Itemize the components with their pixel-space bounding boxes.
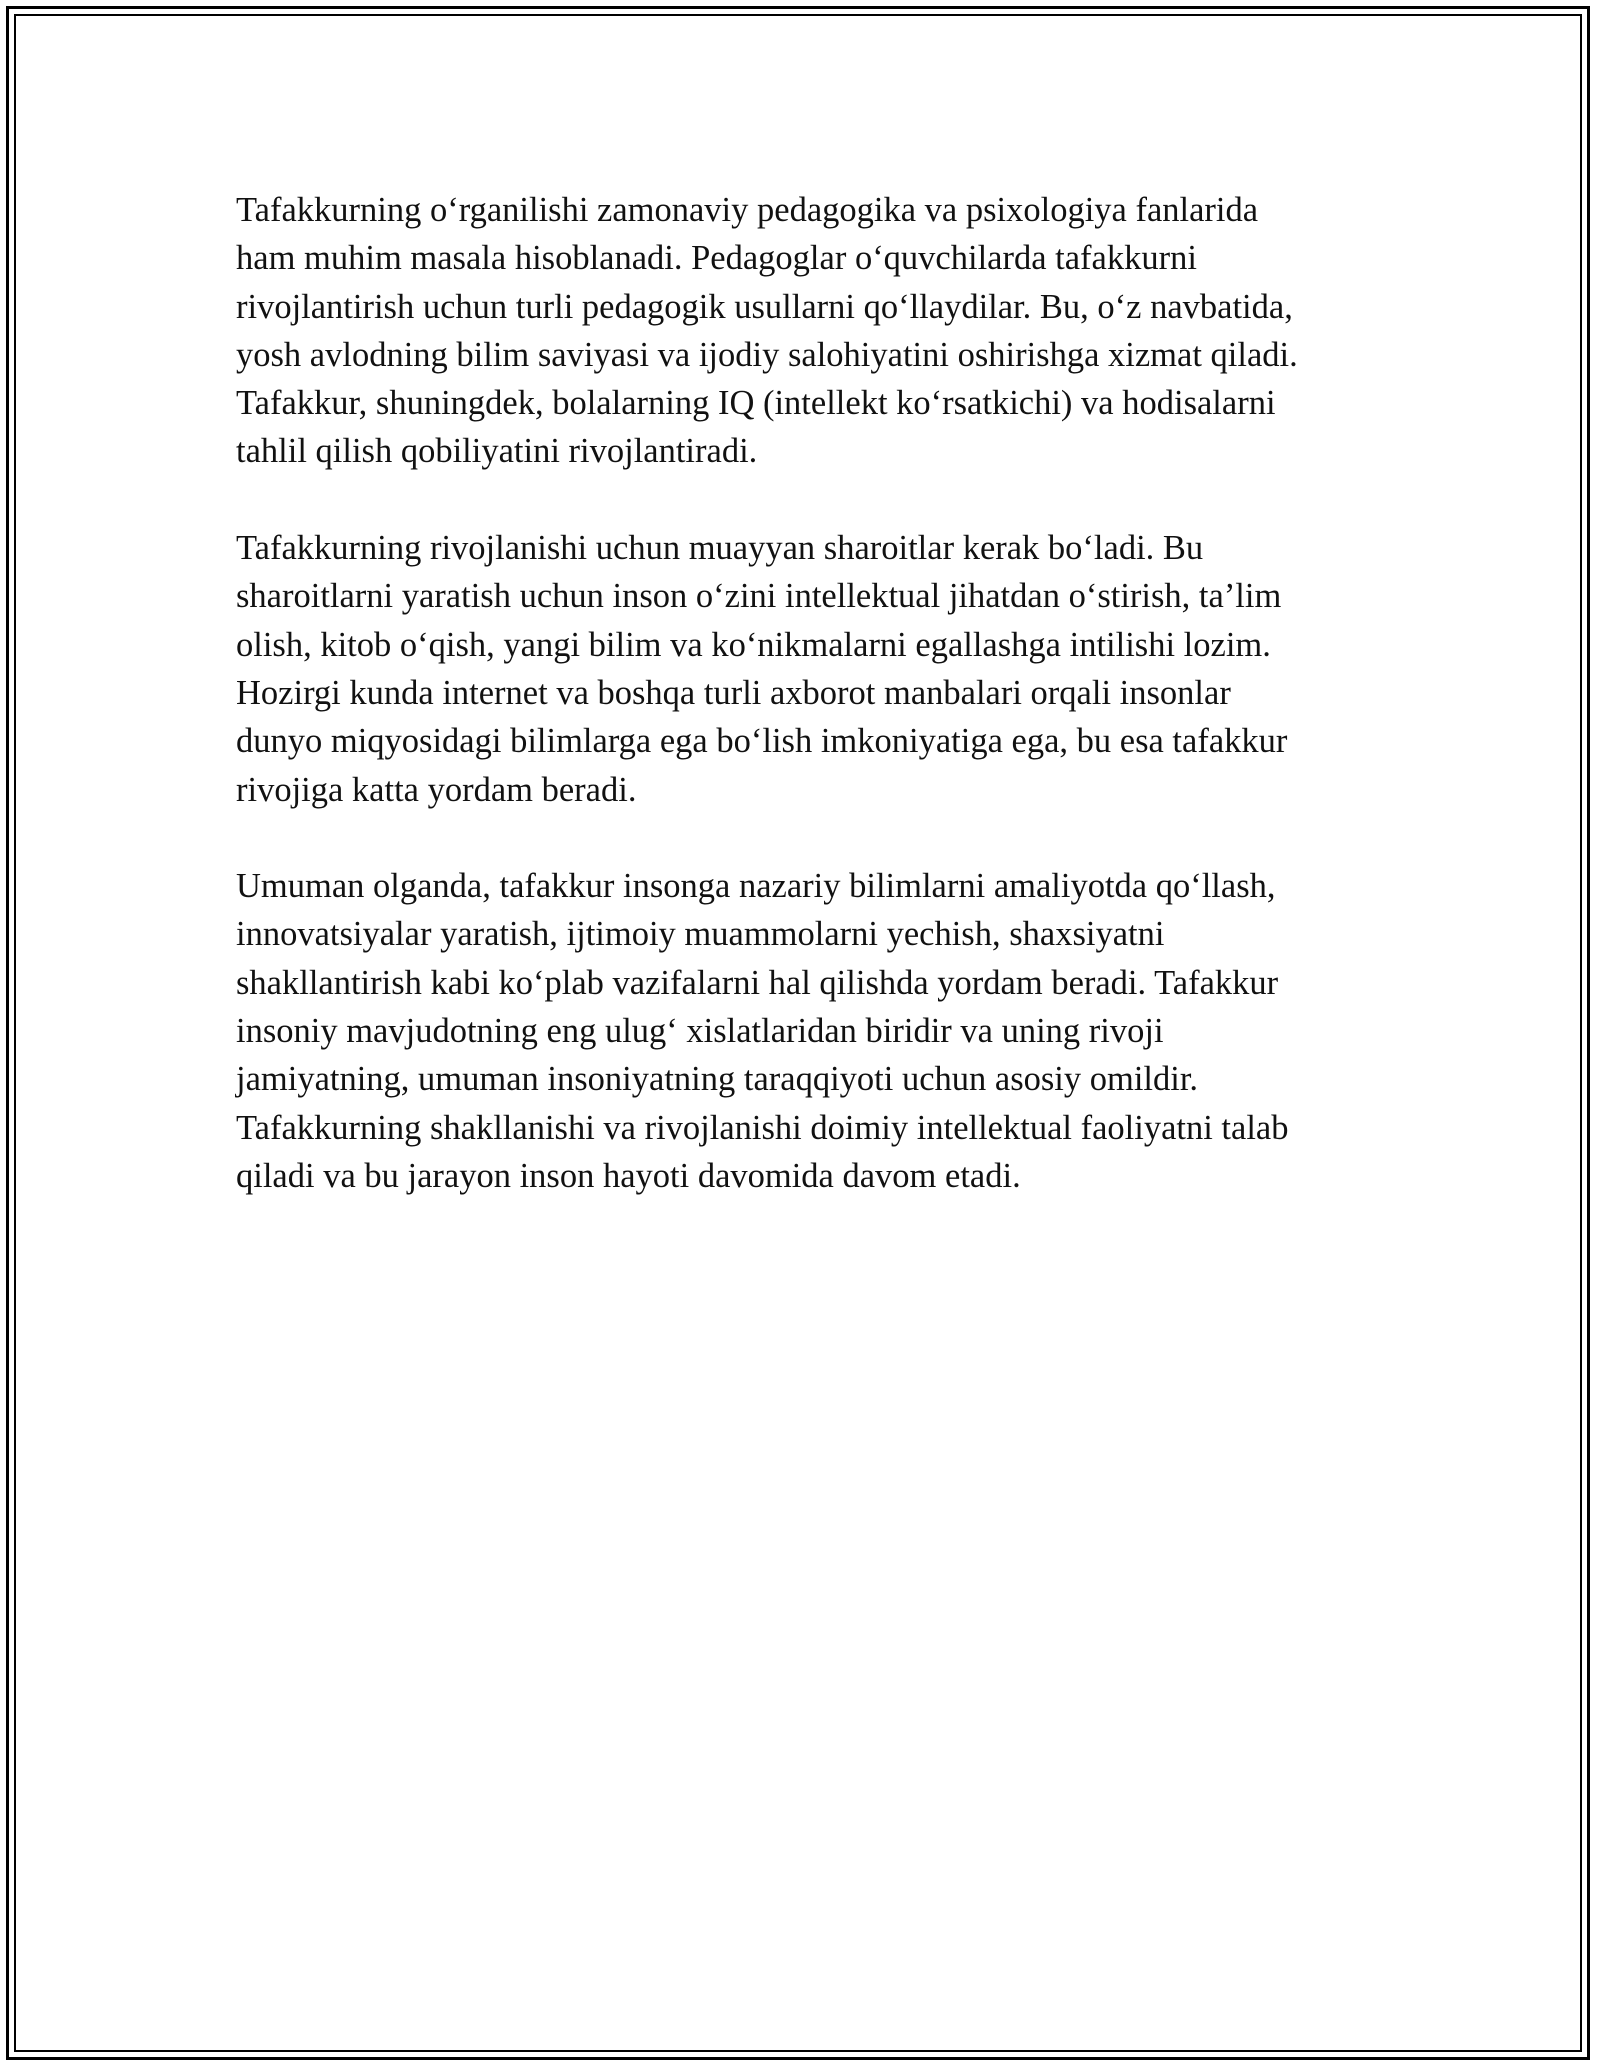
text-line: Tafakkurning rivojlanishi uchun muayyan sharoitlar kerak bo‘ladi. Bu bbox=[236, 529, 1204, 568]
paragraph-2 bbox=[236, 524, 1366, 814]
text-line: jamiyatning, umuman insoniyatning taraqqiyoti uchun asosiy omildir. bbox=[236, 1060, 1199, 1099]
paragraph-1 bbox=[236, 186, 1366, 476]
text-line: olish, kitob o‘qish, yangi bilim va ko‘nikmalarni egallashga intilishi lozim. bbox=[236, 625, 1271, 664]
text-line: shakllantirish kabi ko‘plab vazifalarni hal qilishda yordam beradi. Tafakkur bbox=[236, 963, 1279, 1002]
text-line: tahlil qilish qobiliyatini rivojlantiradi. bbox=[236, 432, 758, 471]
text-line: ham muhim masala hisoblanadi. Pedagoglar o‘quvchilarda tafakkurni bbox=[236, 239, 1197, 278]
text-line: yosh avlodning bilim saviyasi va ijodiy salohiyatini oshirishga xizmat qiladi. bbox=[236, 335, 1298, 374]
text-line: Umuman olganda, tafakkur insonga nazariy bilimlarni amaliyotda qo‘llash, bbox=[236, 867, 1276, 906]
text-line: rivojiga katta yordam beradi. bbox=[236, 770, 637, 809]
text-line: innovatsiyalar yaratish, ijtimoiy muammolarni yechish, shaxsiyatni bbox=[236, 915, 1165, 954]
text-line: Tafakkurning o‘rganilishi zamonaviy pedagogika va psixologiya fanlarida bbox=[236, 191, 1259, 229]
document-body bbox=[236, 186, 1366, 1249]
text-line: Tafakkur, shuningdek, bolalarning IQ (intellekt ko‘rsatkichi) va hodisalarni bbox=[236, 384, 1276, 423]
text-line: insoniy mavjudotning eng ulug‘ xislatlaridan biridir va uning rivoji bbox=[236, 1012, 1164, 1051]
text-line: Tafakkurning shakllanishi va rivojlanishi doimiy intellektual faoliyatni talab bbox=[236, 1108, 1289, 1147]
text-line: sharoitlarni yaratish uchun inson o‘zini intellektual jihatdan o‘stirish, ta’lim bbox=[236, 577, 1282, 616]
paragraph-3 bbox=[236, 862, 1366, 1200]
text-line: rivojlantirish uchun turli pedagogik usullarni qo‘llaydilar. Bu, o‘z navbatida, bbox=[236, 287, 1293, 326]
text-line: Hozirgi kunda internet va boshqa turli axborot manbalari orqali insonlar bbox=[236, 673, 1231, 712]
text-line: qiladi va bu jarayon inson hayoti davomida davom etadi. bbox=[236, 1156, 1021, 1195]
text-line: dunyo miqyosidagi bilimlarga ega bo‘lish imkoniyatiga ega, bu esa tafakkur bbox=[236, 722, 1288, 761]
